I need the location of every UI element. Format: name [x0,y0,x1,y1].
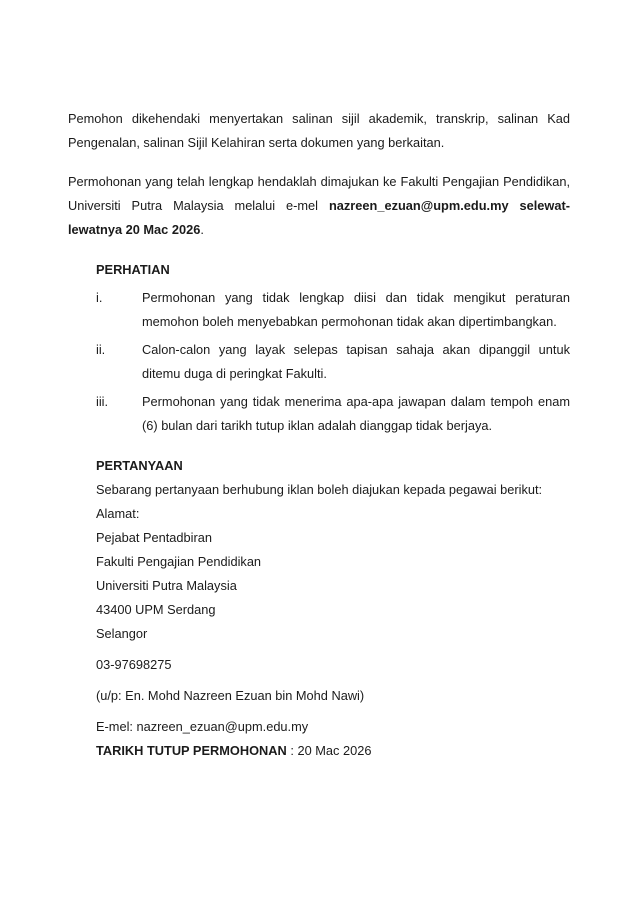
notice-item-text: Calon-calon yang layak selepas tapisan sahaja akan dipanggil untuk ditemu duga di peringkat Fakulti. [142,342,570,381]
address-line-faculty: Fakulti Pengajian Pendidikan [96,554,262,569]
address-line-university: Universiti Putra Malaysia [96,578,237,593]
notice-item-number: i. [96,290,103,305]
closing-date-label: TARIKH TUTUP PERMOHONAN [96,743,287,758]
pertanyaan-heading: PERTANYAAN [96,458,183,473]
submission-text: Permohonan yang telah lengkap hendaklah dimajukan ke Fakulti Pengajian Pendidikan, Universiti Putra Malaysia melalui e-mel [68,174,570,213]
submission-period: . [200,222,204,237]
notice-item-2 [96,338,570,386]
closing-date-value: : 20 Mac 2026 [286,743,372,758]
notice-item-text: Permohonan yang tidak lengkap diisi dan tidak mengikut peraturan memohon boleh menyebabkan permohonan tidak akan dipertimbangkan. [142,290,570,329]
paragraph-submission [68,170,570,242]
attention-line: (u/p: En. Mohd Nazreen Ezuan bin Mohd Nawi) [96,688,365,703]
phone-number: 03-97698275 [96,657,172,672]
perhatian-heading: PERHATIAN [96,262,170,277]
perhatian-section [96,258,570,438]
closing-date-line [96,739,570,763]
address-line-office: Pejabat Pentadbiran [96,530,212,545]
notice-item-3 [96,390,570,438]
notice-item-number: iii. [96,394,109,409]
email-line: E-mel: nazreen_ezuan@upm.edu.my [96,719,309,734]
inquiry-intro: Sebarang pertanyaan berhubung iklan boleh diajukan kepada pegawai berikut: [96,482,543,497]
address-label: Alamat: [96,506,140,521]
submission-email-deadline: nazreen_ezuan@upm.edu.my selewat-lewatnya 20 Mac 2026 [68,198,571,237]
notice-item-1 [96,286,570,334]
notice-item-number: ii. [96,342,106,357]
notice-item-text: Permohonan yang tidak menerima apa-apa jawapan dalam tempoh enam (6) bulan dari tarikh tutup iklan adalah dianggap tidak berjaya. [142,394,570,433]
address-line-state: Selangor [96,626,148,641]
pertanyaan-section [96,454,570,763]
paragraph-required-documents: Pemohon dikehendaki menyertakan salinan sijil akademik, transkrip, salinan Kad Pengenalan, salinan Sijil Kelahiran serta dokumen yang berkaitan. [68,111,570,150]
address-line-postcode: 43400 UPM Serdang [96,602,216,617]
